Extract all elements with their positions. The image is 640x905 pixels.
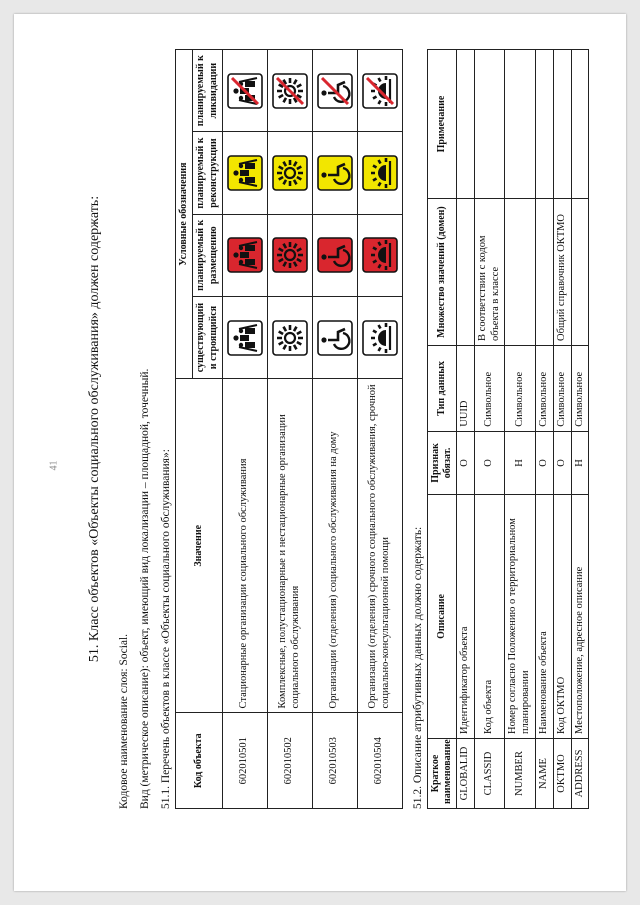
section-heading: 51. Класс объектов «Объекты социального обслуживания» должен содержать: [87, 195, 102, 663]
attr-domain [571, 199, 589, 346]
attr-type: UUID [457, 345, 475, 431]
attr-req: О [553, 431, 571, 494]
attr-short: CLASSID [474, 738, 505, 808]
symbol-planned [357, 214, 402, 296]
page-number: 41 [48, 460, 60, 471]
attributes-caption: 51.2. Описание атрибутивных данных должно содержать: [411, 526, 424, 809]
attr-req: Н [571, 431, 589, 494]
symbol-planned [267, 214, 312, 296]
col-header-liquidation: планируемый к ликвидации [193, 50, 222, 132]
attr-req: О [457, 431, 475, 494]
attr-note [553, 50, 571, 199]
sun-icon [272, 320, 308, 356]
attr-desc: Наименование объекта [536, 495, 554, 739]
symbol-existing [357, 296, 402, 378]
symbol-reconstruction [222, 132, 267, 214]
attr-short: NUMBER [505, 738, 536, 808]
symbol-planned [222, 214, 267, 296]
layer-code-line: Кодовое наименование слоя: Social. [118, 633, 131, 809]
symbol-reconstruction [267, 132, 312, 214]
object-code: 602010504 [357, 713, 402, 809]
sun-icon [272, 237, 308, 273]
attr-type: Символьное [553, 345, 571, 431]
rotated-content [86, 49, 589, 809]
attr-desc: Местоположение, адресное описание [571, 495, 589, 739]
attr-desc: Код ОКТМО [553, 495, 571, 739]
symbol-existing [312, 296, 357, 378]
col-header-planned: планируемый к размещению [193, 214, 222, 296]
objects-table [175, 49, 403, 809]
geometry-line: Вид (метрическое описание): объект, имеющий вид локализации – площадной, точечный. [139, 368, 152, 809]
attr-desc: Номер согласно Положению о территориальном планировании [505, 495, 536, 739]
attr-short: OKTMO [553, 738, 571, 808]
family-icon [227, 320, 263, 356]
sun-icon [272, 73, 308, 109]
attribute-row [474, 50, 505, 809]
attr-note [505, 50, 536, 199]
attr-header-type: Тип данных [427, 345, 456, 431]
attr-note [571, 50, 589, 199]
object-value: Организации (отделения) социального обслуживания на дому [312, 379, 357, 713]
document-page [14, 14, 626, 891]
object-row [357, 50, 402, 809]
symbol-existing [222, 296, 267, 378]
wheelchair-icon [317, 73, 353, 109]
wheelchair-icon [317, 320, 353, 356]
half-sun-icon [362, 237, 398, 273]
attr-desc: Код объекта [474, 495, 505, 739]
attr-req: О [536, 431, 554, 494]
attribute-row [571, 50, 589, 809]
attr-type: Символьное [536, 345, 554, 431]
object-code: 602010502 [267, 713, 312, 809]
col-header-existing: существующий и строящийся [193, 296, 222, 378]
object-value: Стационарные организации социального обслуживания [222, 379, 267, 713]
attr-short: GLOBALID [457, 738, 475, 808]
col-header-reconstruction: планируемый к реконструкции [193, 132, 222, 214]
symbol-liquidation [357, 50, 402, 132]
half-sun-icon [362, 73, 398, 109]
attr-domain [457, 199, 475, 346]
attr-note [457, 50, 475, 199]
symbol-liquidation [312, 50, 357, 132]
family-icon [227, 73, 263, 109]
half-sun-icon [362, 320, 398, 356]
attr-note [536, 50, 554, 199]
attribute-row [553, 50, 571, 809]
object-value: Комплексные, полустационарные и нестационарные организации социального обслуживания [267, 379, 312, 713]
col-header-symbols: Условные обозначения [176, 50, 193, 379]
attribute-row [457, 50, 475, 809]
object-code: 602010501 [222, 713, 267, 809]
object-row [312, 50, 357, 809]
sun-icon [272, 155, 308, 191]
attr-note [474, 50, 505, 199]
object-code: 602010503 [312, 713, 357, 809]
attr-type: Символьное [571, 345, 589, 431]
attr-header-domain: Множество значений (домен) [427, 199, 456, 346]
attr-domain: В соответствии с кодом объекта в классе [474, 199, 505, 346]
object-row [222, 50, 267, 809]
attr-desc: Идентификатор объекта [457, 495, 475, 739]
object-row [267, 50, 312, 809]
attr-short: NAME [536, 738, 554, 808]
wheelchair-icon [317, 155, 353, 191]
object-value: Организации (отделения) срочного социального обслуживания, срочной социально-консультационной помощи [357, 379, 402, 713]
family-icon [227, 155, 263, 191]
attr-req: Н [505, 431, 536, 494]
family-icon [227, 237, 263, 273]
attr-domain: Общий справочник ОКТМО [553, 199, 571, 346]
attr-domain [536, 199, 554, 346]
attr-short: ADDRESS [571, 738, 589, 808]
attr-req: О [474, 431, 505, 494]
attribute-row [505, 50, 536, 809]
attr-type: Символьное [474, 345, 505, 431]
symbol-existing [267, 296, 312, 378]
half-sun-icon [362, 155, 398, 191]
symbol-reconstruction [357, 132, 402, 214]
symbol-reconstruction [312, 132, 357, 214]
attr-header-note: Примечание [427, 50, 456, 199]
col-header-value: Значение [176, 379, 223, 713]
attr-header-req: Признак обязат. [427, 431, 456, 494]
attribute-row [536, 50, 554, 809]
attr-domain [505, 199, 536, 346]
symbol-liquidation [222, 50, 267, 132]
attr-type: Символьное [505, 345, 536, 431]
col-header-code: Код объекта [176, 713, 223, 809]
attr-header-desc: Описание [427, 495, 456, 739]
symbol-liquidation [267, 50, 312, 132]
attributes-table [427, 49, 590, 809]
objects-list-caption: 51.1. Перечень объектов в классе «Объекты социального обслуживания»: [160, 449, 173, 809]
symbol-planned [312, 214, 357, 296]
attr-header-short: Краткое наименование [427, 738, 456, 808]
wheelchair-icon [317, 237, 353, 273]
